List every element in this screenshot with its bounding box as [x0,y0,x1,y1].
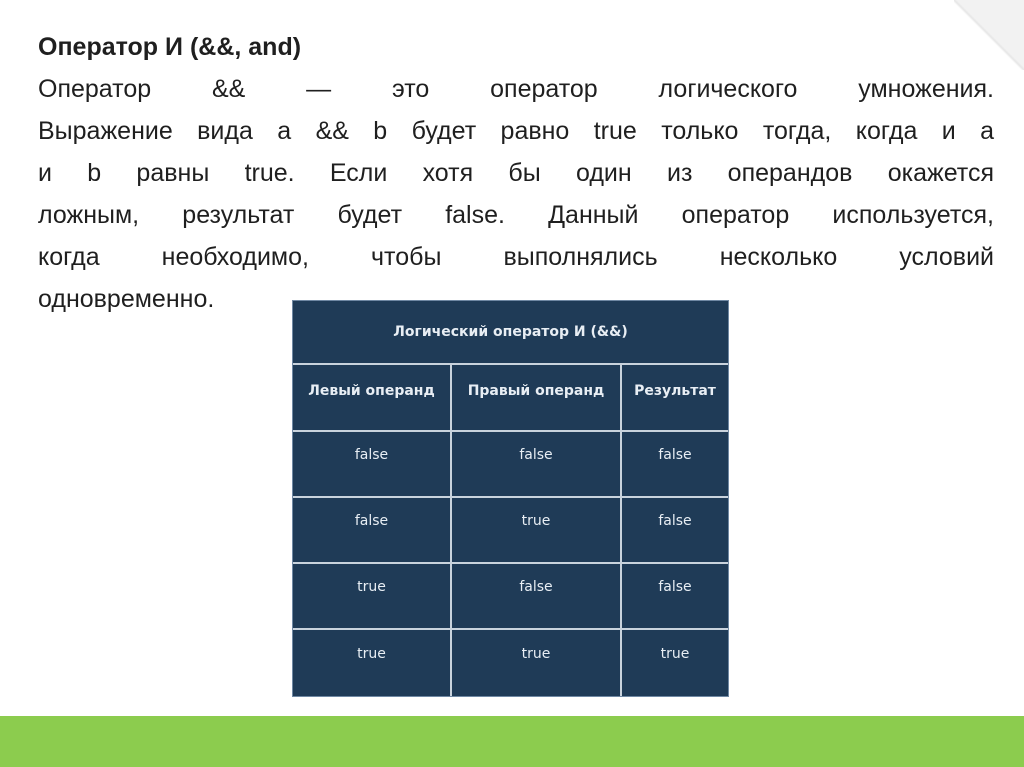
bottom-accent-bar [0,716,1024,767]
paragraph-line: одновременно. [38,285,215,313]
table-cell: false [293,432,452,498]
paragraph-line: Оператор && — это оператор логического умножения. [38,75,994,103]
paragraph-line: Выражение вида a && b будет равно true только тогда, когда и a [38,117,994,145]
paragraph-line: ложным, результат будет false. Данный оператор используется, [38,201,994,229]
table-cell: false [293,498,452,564]
table-cell: false [622,498,728,564]
table-header-cell: Результат [622,365,728,432]
truth-table [292,300,729,697]
table-cell: true [452,498,622,564]
table-cell: true [293,630,452,696]
table-cell: true [452,630,622,696]
paragraph-line: когда необходимо, чтобы выполнялись несколько условий [38,243,994,271]
paragraph-line: и b равны true. Если хотя бы один из операндов окажется [38,159,994,187]
table-cell: false [452,564,622,630]
slide-paragraph [38,68,994,320]
slide-heading: Оператор И (&&, and) [38,33,302,61]
table-cell: false [622,564,728,630]
slide-content [38,26,994,320]
table-header-cell: Левый операнд [293,365,452,432]
table-cell: false [452,432,622,498]
table-cell: false [622,432,728,498]
table-header-cell: Правый операнд [452,365,622,432]
table-title: Логический оператор И (&&) [293,301,728,365]
table-grid [293,365,728,696]
table-cell: true [293,564,452,630]
table-cell: true [660,646,690,662]
